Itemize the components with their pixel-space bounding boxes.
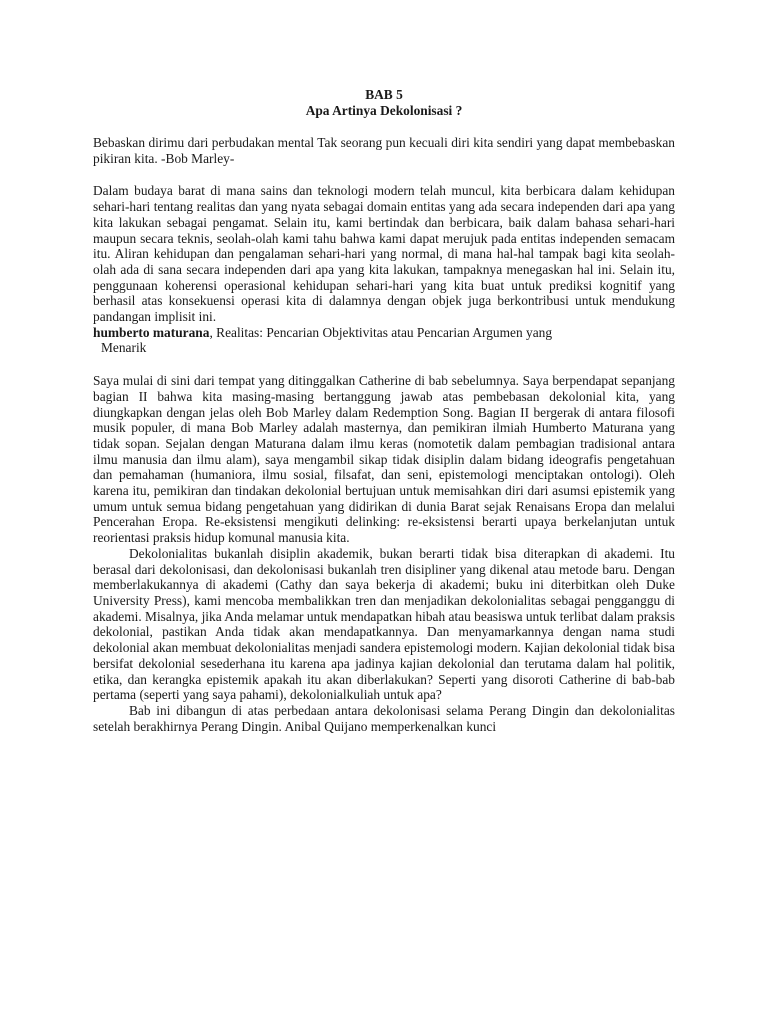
chapter-title: Apa Artinya Dekolonisasi ? bbox=[305, 103, 463, 118]
document-page bbox=[93, 87, 675, 734]
citation-source-continued: Menarik bbox=[101, 340, 147, 356]
chapter-heading bbox=[93, 87, 675, 119]
block-quote: Dalam budaya barat di mana sains dan teknologi modern telah muncul, kita berbicara dalam kehidupan sehari-hari tentang realitas dan yang nyata sebagai domain entitas yang ada secara independen dari apa yang kita lakukan sebagai pengamat. Selain itu, kami bertindak dan berbicara, baik dalam bahasa sehari-hari maupun secara teknis, seolah-olah kami tahu bahwa kami dapat merujuk pada entitas independen semacam itu. Aliran kehidupan dan pengalaman sehari-hari yang normal, di mana hal-hal tampak bagi kita seolah-olah ada di sana secara independen dari apa yang kita lakukan, tampaknya menegaskan hal ini. Selain itu, penggunaan koherensi operasional kehidupan sehari-hari yang kita buat untuk prediksi kognitif yang berhasil atas konsekuensi operasi kita di dalamnya dengan objek juga berkontribusi untuk mendukung pandangan implisit ini. bbox=[93, 183, 675, 325]
chapter-label: BAB 5 bbox=[365, 87, 403, 102]
quote-citation bbox=[93, 325, 675, 356]
body-paragraph-3: Bab ini dibangun di atas perbedaan antara dekolonisasi selama Perang Dingin dan dekolonialitas setelah berakhirnya Perang Dingin. Anibal Quijano memperkenalkan kunci bbox=[93, 702, 675, 734]
epigraph: Bebaskan dirimu dari perbudakan mental Tak seorang pun kecuali diri kita sendiri yang dapat membebaskan pikiran kita. -Bob Marley- bbox=[93, 135, 675, 166]
body-paragraph-2: Dekolonialitas bukanlah disiplin akademik, bukan berarti tidak bisa diterapkan di akademi. Itu berasal dari dekolonisasi, dan dekolonisasi bukanlah tren disipliner yang dikenal atau metode baru. Dengan memberlakukannya di akademi (Cathy dan saya bekerja di akademi; buku ini diterbitkan oleh Duke University Press), kami mencoba membalikkan tren dan menjadikan dekolonialitas sebagai pengganggu di akademi. Misalnya, jika Anda melamar untuk mendapatkan hibah atau beasiswa untuk terlibat dalam praksis dekolonial, pastikan Anda tidak akan mendapatkannya. Dan menyamarkannya dengan nama studi dekolonial akan membuat dekolonialitas menjadi sandera epistemologi modern. Kajian dekolonial tidak bisa bersifat dekolonial sesederhana itu karena apa jadinya kajian dekolonial dan terutama dalam hal politik, etika, dan kerangka epistemik apakah itu akan diberlakukan? Seperti yang disoroti Catherine di bab-bab pertama (seperti yang saya pahami), dekolonialkuliah untuk apa? bbox=[93, 545, 675, 703]
citation-author: humberto maturana bbox=[93, 324, 210, 340]
citation-source: , Realitas: Pencarian Objektivitas atau Pencarian Argumen yang bbox=[209, 324, 553, 340]
body-paragraph-1: Saya mulai di sini dari tempat yang ditinggalkan Catherine di bab sebelumnya. Saya berpendapat sepanjang bagian II bahwa kita masing-masing bertanggung jawab atas pembebasan dekolonial kita, yang diungkapkan dengan jelas oleh Bob Marley dalam Redemption Song. Bagian II bergerak di antara filosofi musik populer, di mana Bob Marley adalah masternya, dan pemikiran ilmiah Humberto Maturana yang tidak sopan. Sejalan dengan Maturana dalam ilmu keras (nomotetik dalam pembagian tradisional antara ilmu manusia dan ilmu alam), saya mengambil sikap tidak disiplin dalam bidang ideografis pengetahuan dan pemahaman (humaniora, ilmu sosial, filsafat, dan seni, epistemologi menciptakan ontologi). Oleh karena itu, pemikiran dan tindakan dekolonial bertujuan untuk memisahkan diri dari asumsi epistemik yang umum untuk semua bidang pengetahuan yang didirikan di dunia Barat sejak Renaisans Eropa dan melalui Pencerahan Eropa. Re-eksistensi mengikuti delinking: re-eksistensi berarti upaya berkelanjutan untuk reorientasi praksis hidup komunal manusia kita. bbox=[93, 373, 675, 546]
